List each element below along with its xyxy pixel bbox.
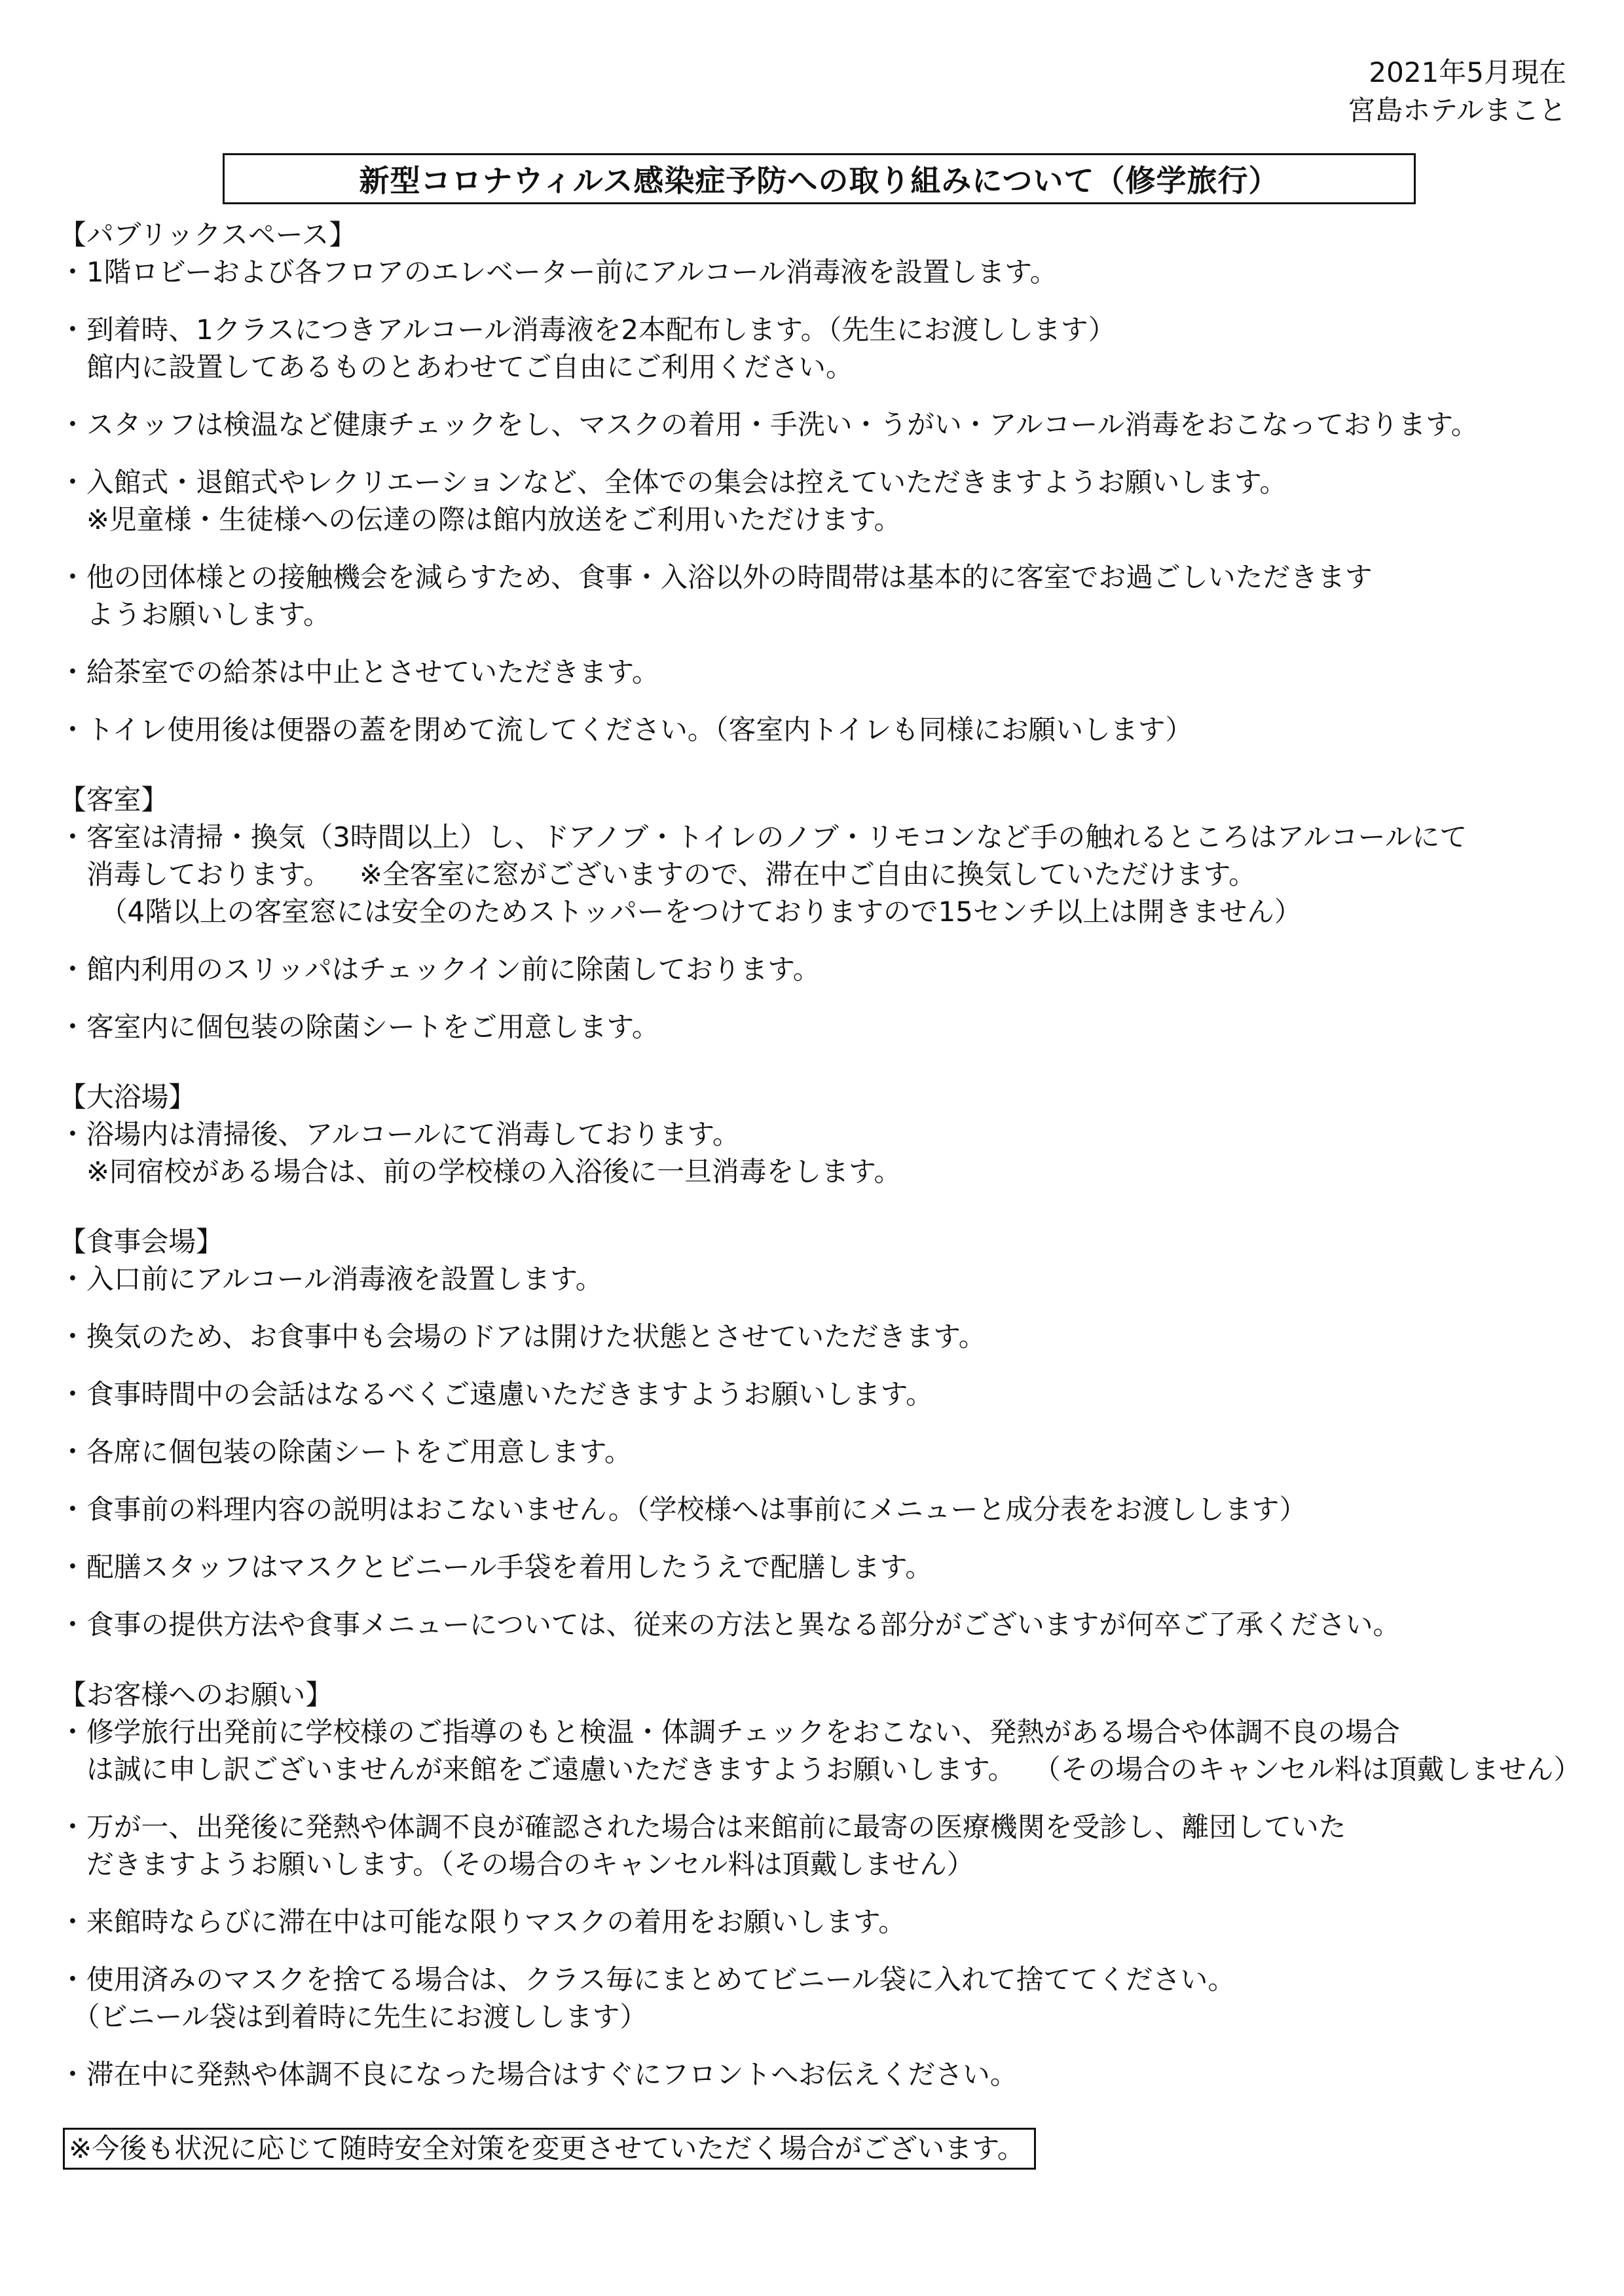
section-heading: 【客室】 [59, 784, 169, 816]
list-item [59, 464, 1585, 538]
list-item [59, 818, 1585, 930]
item-line: ・滞在中に発熱や体調不良になった場合はすぐにフロントへお伝えください。 [59, 2058, 1018, 2090]
document-title: 新型コロナウィルス感染症予防への取り組みについて（修学旅行） [359, 163, 1280, 198]
list-item [59, 1713, 1585, 1788]
section [59, 1676, 1585, 2093]
section [59, 1078, 1585, 1190]
item-line: ・食事の提供方法や食事メニューについては、従来の方法と異なる部分がございますが何卒ご了承ください。 [59, 1609, 1401, 1641]
document-header [1348, 54, 1566, 130]
item-line: ※同宿校がある場合は、前の学校様の入浴後に一旦消毒をします。 [59, 1156, 902, 1188]
item-line: （その場合のキャンセル料は頂戴しません） [1019, 1753, 1581, 1785]
section [59, 1223, 1585, 1643]
item-line: ※全客室に窓がございますので、滞在中ご自由に換気していただけます。 [331, 858, 1256, 890]
list-item [59, 558, 1585, 633]
section-heading: 【お客様へのお願い】 [59, 1679, 333, 1711]
list-item [59, 1116, 1585, 1190]
item-line: ・使用済みのマスクを捨てる場合は、クラス毎にまとめてビニール袋に入れて捨ててください。 [59, 1963, 1236, 1995]
list-item [59, 1260, 1585, 1298]
item-line: ・浴場内は清掃後、アルコールにて消毒しております。 [59, 1118, 740, 1150]
item-line: 消毒しております。 [59, 858, 331, 890]
list-item [59, 2056, 1585, 2093]
item-line: ・館内利用のスリッパはチェックイン前に除菌しております。 [59, 953, 821, 985]
item-line: （4階以上の客室窓には安全のためストッパーをつけておりますので15センチ以上は開きません） [59, 896, 1302, 928]
list-item [59, 1318, 1585, 1355]
item-line: ・来館時ならびに滞在中は可能な限りマスクの着用をお願いします。 [59, 1906, 906, 1938]
item-line: ・給茶室での給茶は中止とさせていただきます。 [59, 656, 659, 688]
list-item [59, 1433, 1585, 1470]
item-line: ・他の団体様との接触機会を減らすため、食事・入浴以外の時間帯は基本的に客室でお過ごしいただきます [59, 561, 1373, 593]
item-line: 館内に設置してあるものとあわせてご自由にご利用ください。 [59, 351, 853, 383]
list-item [59, 1606, 1585, 1643]
item-line: ・トイレ使用後は便器の蓋を閉めて流してください。（客室内トイレも同様にお願いします） [59, 714, 1193, 746]
item-line: ・食事時間中の会話はなるべくご遠慮いただきますようお願いします。 [59, 1378, 933, 1410]
item-line: ・修学旅行出発前に学校様のご指導のもと検温・体調チェックをおこない、発熱がある場合や体調不良の場合 [59, 1716, 1400, 1748]
list-item [59, 1008, 1585, 1046]
list-item [59, 653, 1585, 691]
item-line: ・食事前の料理内容の説明はおこないません。（学校様へは事前にメニューと成分表をお渡しします） [59, 1493, 1307, 1525]
hotel-name: 宮島ホテルまこと [1348, 94, 1566, 126]
footer-note: ※今後も状況に応じて随時安全対策を変更させていただく場合がございます。 [69, 2132, 1025, 2164]
item-line: ・スタッフは検温など健康チェックをし、マスクの着用・手洗い・うがい・アルコール消毒をおこなっております。 [59, 409, 1479, 441]
document-date: 2021年5月現在 [1369, 56, 1566, 88]
list-item [59, 253, 1585, 291]
section [59, 781, 1585, 1046]
list-item [59, 1808, 1585, 1883]
item-line: ・客室は清掃・換気（3時間以上）し、ドアノブ・トイレのノブ・リモコンなど手の触れるところはアルコールにて [59, 821, 1467, 853]
item-line: ・配膳スタッフはマスクとビニール手袋を着用したうえで配膳します。 [59, 1551, 933, 1583]
list-item [59, 951, 1585, 988]
item-line: ※児童様・生徒様への伝達の際は館内放送をご利用いただけます。 [59, 503, 902, 536]
section [59, 216, 1585, 748]
list-item [59, 711, 1585, 748]
footer-note-box [63, 2128, 1036, 2170]
section-heading: 【大浴場】 [59, 1081, 196, 1113]
list-item [59, 1491, 1585, 1528]
section-heading: 【食事会場】 [59, 1226, 223, 1258]
item-line: ・客室内に個包装の除菌シートをご用意します。 [59, 1011, 659, 1043]
item-line: （ビニール袋は到着時に先生にお渡しします） [59, 2001, 648, 2033]
item-line: は誠に申し訳ございませんが来館をご遠慮いただきますようお願いします。 [59, 1753, 1016, 1785]
list-item [59, 1961, 1585, 2035]
item-line: ・1階ロビーおよび各フロアのエレベーター前にアルコール消毒液を設置します。 [59, 256, 1058, 288]
document-title-box [223, 153, 1416, 204]
item-line: ・入口前にアルコール消毒液を設置します。 [59, 1263, 603, 1295]
item-line: ・万が一、出発後に発熱や体調不良が確認された場合は来館前に最寄の医療機関を受診し、離団していた [59, 1811, 1346, 1843]
item-line: ・各席に個包装の除菌シートをご用意します。 [59, 1436, 632, 1468]
item-line: ・換気のため、お食事中も会場のドアは開けた状態とさせていただきます。 [59, 1321, 986, 1353]
list-item [59, 1903, 1585, 1941]
list-item [59, 406, 1585, 443]
list-item [59, 1548, 1585, 1586]
item-line: だきますようお願いします。（その場合のキャンセル料は頂戴しません） [59, 1848, 974, 1880]
item-line: ようお願いします。 [59, 598, 331, 630]
item-line: ・到着時、1クラスにつきアルコール消毒液を2本配布します。（先生にお渡しします） [59, 314, 1116, 346]
list-item [59, 1376, 1585, 1413]
section-heading: 【パブリックスペース】 [59, 219, 357, 251]
item-line: ・入館式・退館式やレクリエーションなど、全体での集会は控えていただきますようお願いします。 [59, 466, 1287, 498]
document-body [59, 216, 1585, 2093]
list-item [59, 311, 1585, 386]
